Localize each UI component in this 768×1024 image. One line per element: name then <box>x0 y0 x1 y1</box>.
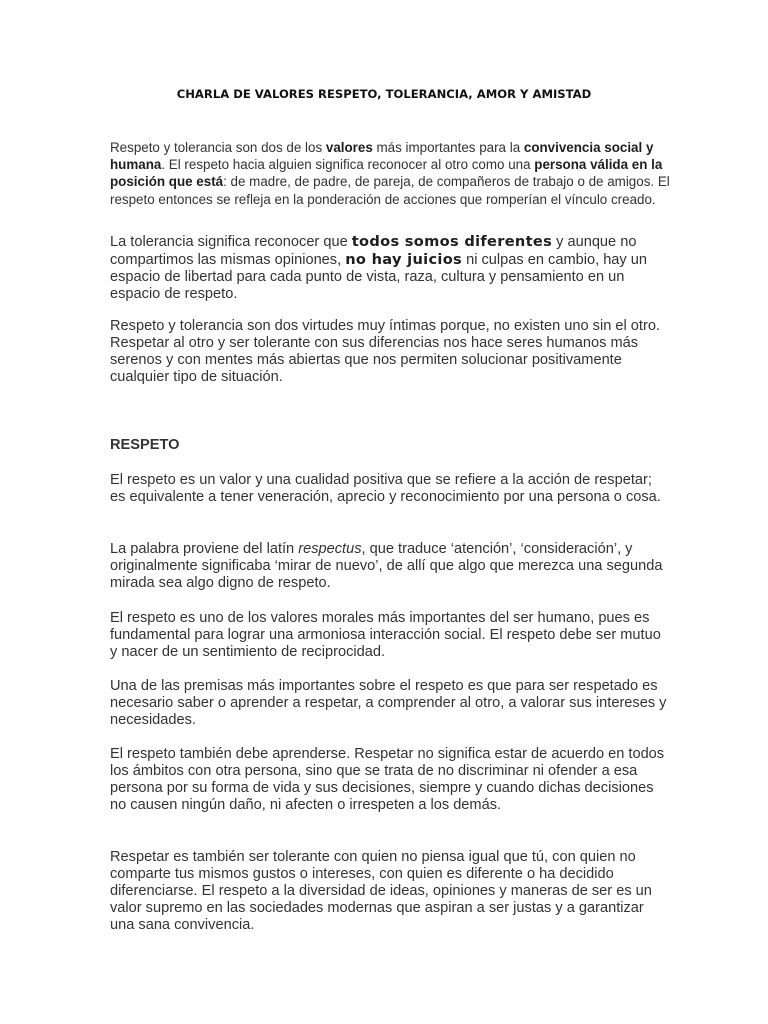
respeto-p2-text-1: La palabra proviene del latín <box>110 541 299 557</box>
intro-paragraph <box>110 139 670 208</box>
virtudes-paragraph: Respeto y tolerancia son dos virtudes muy íntimas porque, no existen uno sin el otro. Respetar al otro y ser tolerante con sus diferencias nos hace seres humanos más serenos y con mentes más abiertas que nos permiten solucionar positivamente cualquier tipo de situación. <box>110 318 660 385</box>
intro-text-2: más importantes para la <box>372 140 524 155</box>
document-title: CHARLA DE VALORES RESPETO, TOLERANCIA, AMOR Y AMISTAD <box>176 87 592 101</box>
intro-text-3: . El respeto hacia alguien significa reconocer al otro como una <box>161 157 535 173</box>
tolerancia-text-2: y aunque no compartimos las mismas opiniones, <box>110 234 637 268</box>
respeto-paragraph-1: El respeto es un valor y una cualidad positiva que se refiere a la acción de respetar; es equivalente a tener veneración, aprecio y reconocimiento por una persona o cosa. <box>110 472 661 505</box>
tolerancia-paragraph <box>110 233 670 303</box>
tolerancia-bold-diferentes: todos somos diferentes <box>351 233 553 250</box>
intro-text-4: : de madre, de padre, de pareja, de compañeros de trabajo o de amigos. El respeto entonces se refleja en la ponderación de acciones que romperían el vínculo creado. <box>110 174 670 207</box>
respeto-paragraph-6: Respetar es también ser tolerante con quien no piensa igual que tú, con quien no comparte tus mismos gustos o intereses, con quien es diferente o ha decidido diferenciarse. El respeto a la diversidad de ideas, opiniones y maneras de ser es un valor supremo en las sociedades modernas que aspiran a ser justas y a garantizar una sana convivencia. <box>110 849 652 933</box>
tolerancia-text-3: ni culpas en cambio, hay un espacio de libertad para cada punto de vista, raza, cultura y pensamiento en un espacio de respeto. <box>110 252 648 302</box>
respeto-p2-text-2: , que traduce ‘atención’, ‘consideración’, y originalmente significaba ‘mirar de nuevo’, de allí que algo que merezca una segunda mirada sea algo digno de respeto. <box>110 541 663 591</box>
tolerancia-bold-juicios: no hay juicios <box>345 251 463 268</box>
respeto-paragraph-3: El respeto es uno de los valores morales más importantes del ser humano, pues es fundamental para lograr una armoniosa interacción social. El respeto debe ser mutuo y nacer de un sentimiento de reciprocidad. <box>110 610 661 660</box>
respeto-heading: RESPETO <box>110 437 180 453</box>
respeto-p2-italic: respectus <box>298 541 362 557</box>
respeto-paragraph-5: El respeto también debe aprenderse. Respetar no significa estar de acuerdo en todos los ámbitos con otra persona, sino que se trata de no discriminar ni ofender a esa persona por su forma de vida y sus decisiones, siempre y cuando dichas decisiones no causen ningún daño, ni afecten o irrespeten a los demás. <box>110 746 665 813</box>
respeto-paragraph-2 <box>110 541 670 592</box>
tolerancia-text-1: La tolerancia significa reconocer que <box>110 234 352 250</box>
respeto-paragraph-4: Una de las premisas más importantes sobre el respeto es que para ser respetado es necesario saber o aprender a respetar, a comprender al otro, a valorar sus intereses y necesidades. <box>110 678 667 728</box>
intro-text-1: Respeto y tolerancia son dos de los <box>110 140 326 155</box>
intro-bold-persona: persona válida en la posición que está <box>110 157 663 190</box>
intro-bold-convivencia: convivencia social y humana <box>110 140 654 173</box>
intro-bold-valores: valores <box>325 140 373 155</box>
